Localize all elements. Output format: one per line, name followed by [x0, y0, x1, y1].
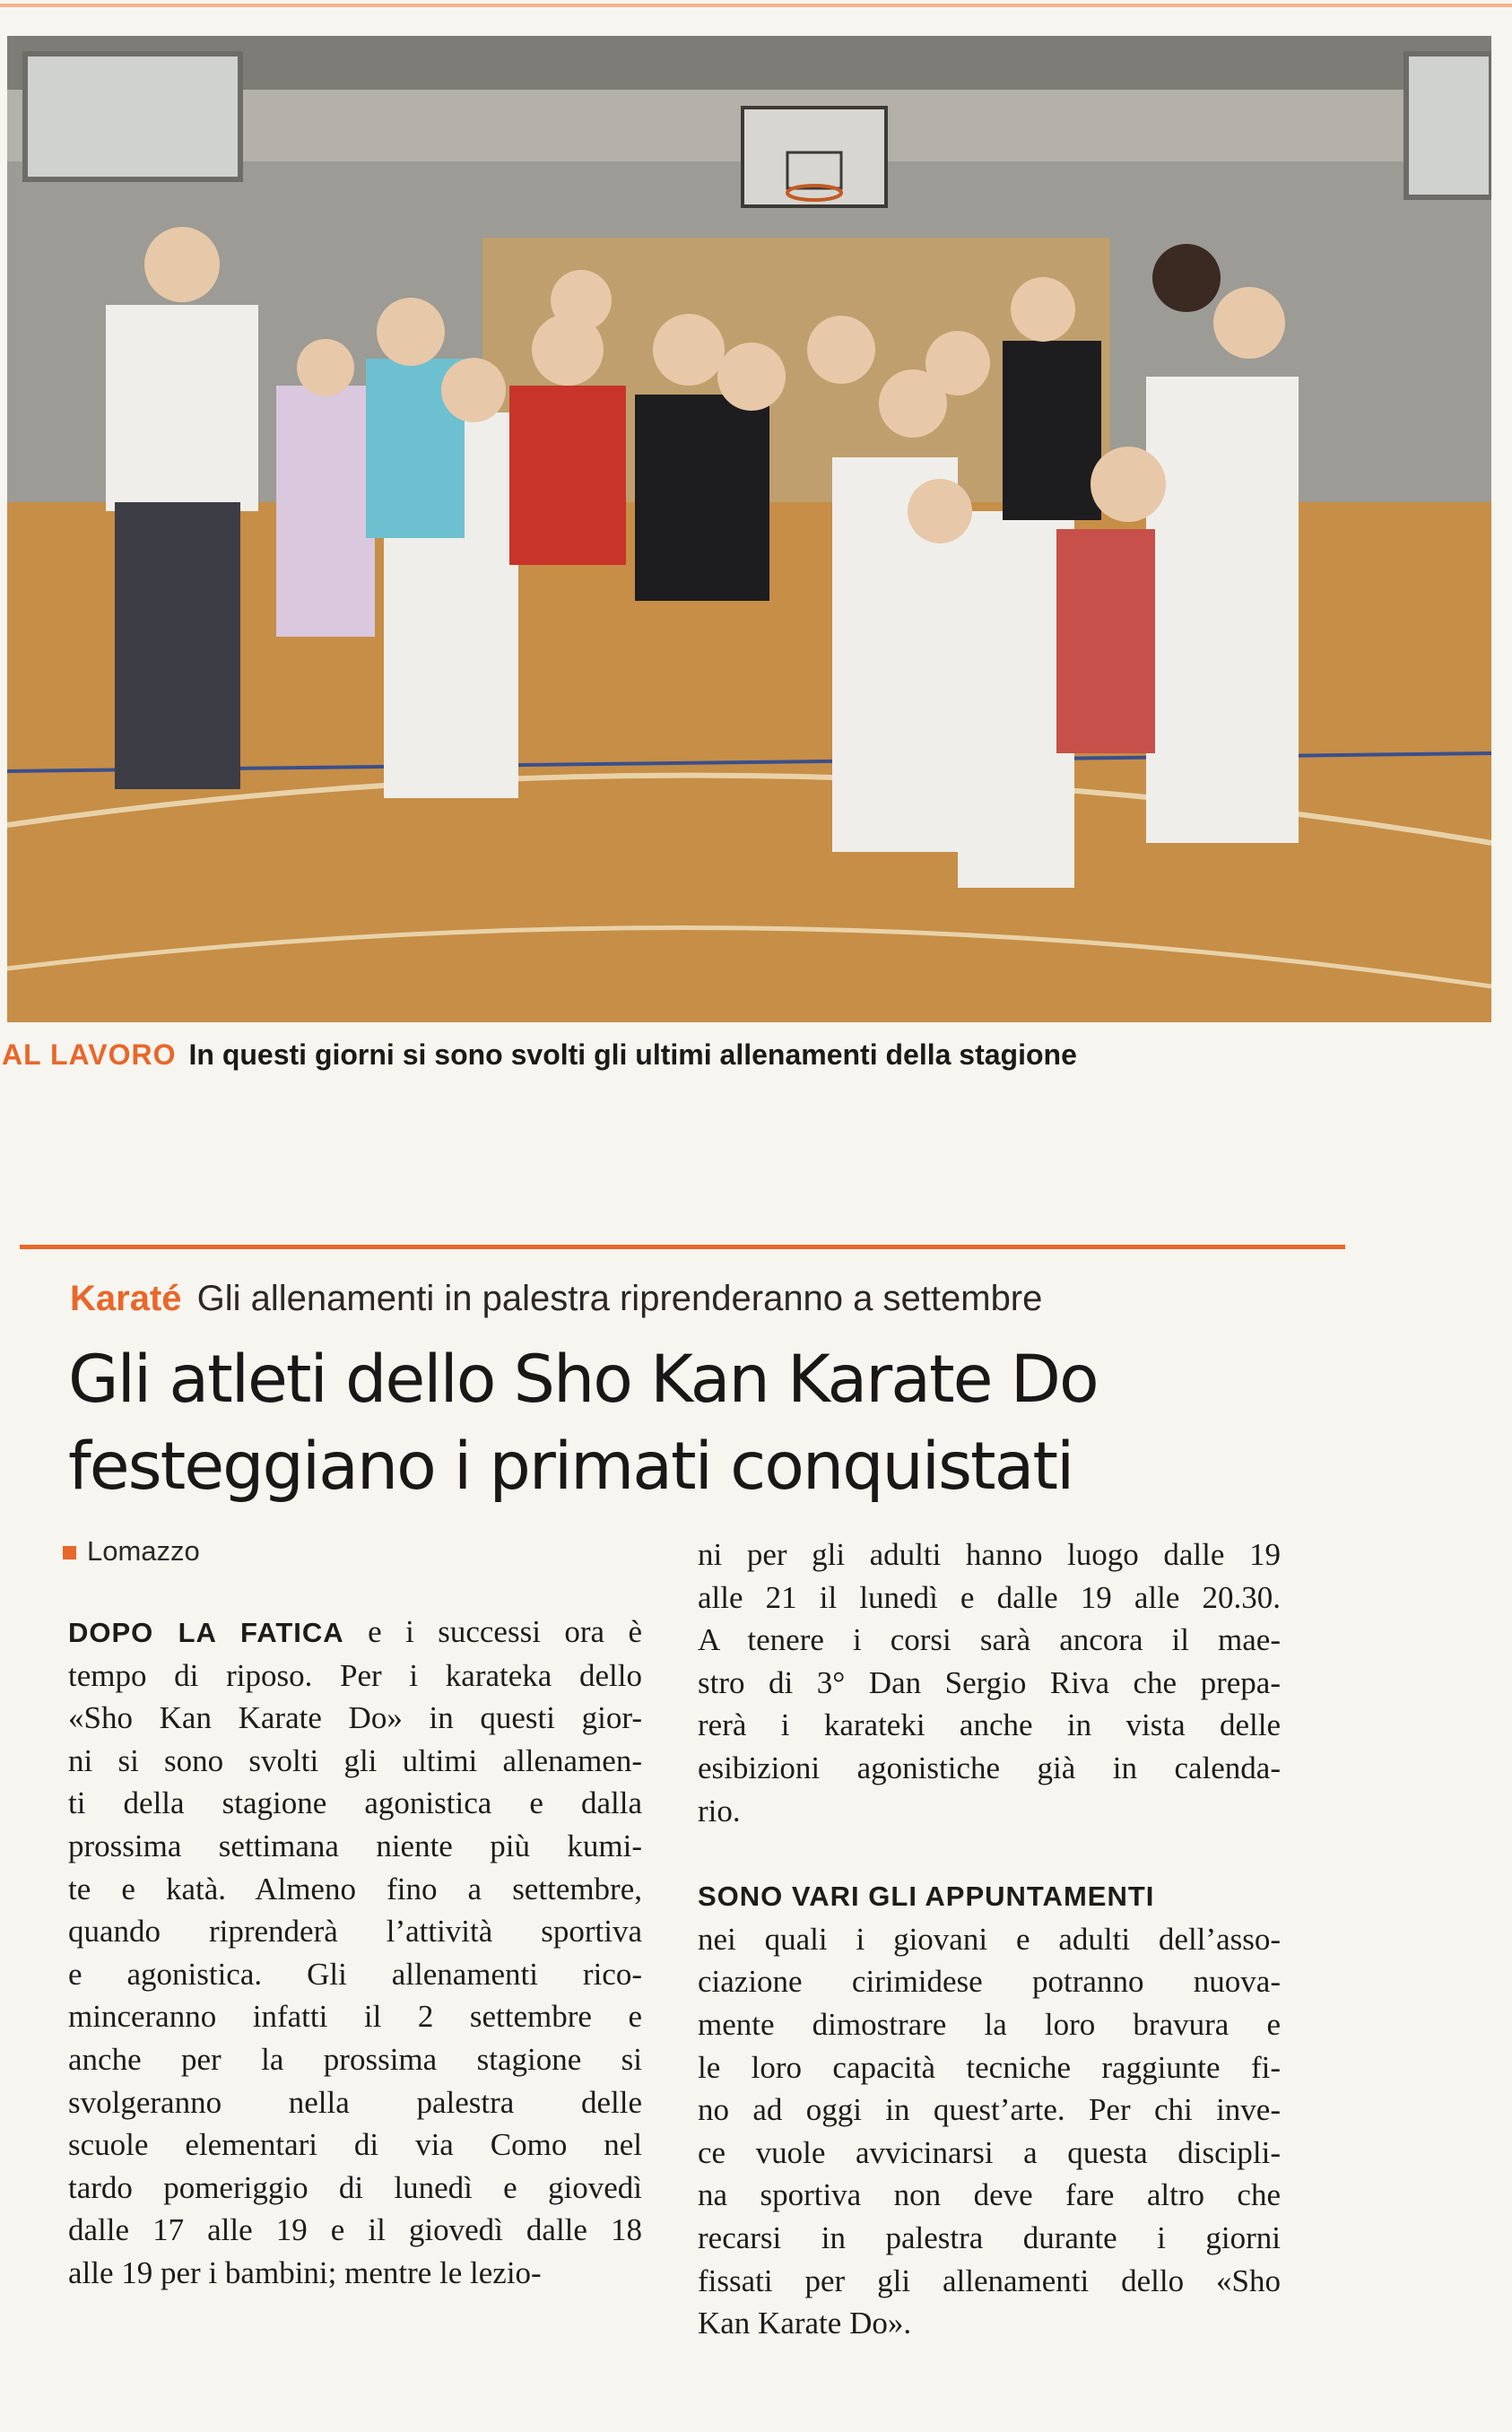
text-line	[68, 1782, 642, 1825]
dateline-square-icon	[63, 1546, 76, 1559]
line-text: alle 21 il lunedì e dalle 19 alle 20.30.	[698, 1579, 1281, 1615]
photo-caption	[0, 1038, 1512, 1083]
text-line	[698, 1662, 1281, 1705]
text-line	[68, 2081, 642, 2124]
text-line	[68, 1655, 642, 1698]
line-text: te e katà. Almeno fino a settembre,	[68, 1871, 642, 1907]
article-rule	[20, 1245, 1345, 1249]
top-rule	[0, 4, 1512, 7]
line-text: «Sho Kan Karate Do» in questi gior-	[68, 1700, 642, 1736]
caption-tag: AL LAVORO	[2, 1038, 177, 1071]
paragraph-lead: DOPO LA FATICA	[68, 1617, 344, 1648]
dateline-text: Lomazzo	[87, 1535, 200, 1567]
line-text: A tenere i corsi sarà ancora il mae-	[698, 1622, 1281, 1658]
text-line	[698, 2302, 1281, 2345]
text-line	[68, 1697, 642, 1740]
line-text: scuole elementari di via Como nel	[68, 2127, 642, 2163]
text-line	[698, 2174, 1281, 2217]
article-kicker	[70, 1279, 1042, 1319]
line-text: no ad oggi in quest’arte. Per chi inve-	[698, 2092, 1281, 2128]
text-line	[698, 1619, 1281, 1662]
text-line	[68, 2124, 642, 2167]
text-line	[68, 1953, 642, 1996]
line-text: ni per gli adulti hanno luogo dalle 19	[698, 1537, 1281, 1572]
line-text: tardo pomeriggio di lunedì e giovedì	[68, 2169, 642, 2205]
dateline	[63, 1535, 200, 1568]
text-line	[68, 2167, 642, 2210]
line-text: na sportiva non deve fare altro che	[698, 2177, 1281, 2213]
line-text: Kan Karate Do».	[698, 2306, 912, 2341]
group-photo	[7, 36, 1491, 1022]
kicker-text: Gli allenamenti in palestra riprenderanno a settembre	[196, 1279, 1043, 1318]
column-2-part-2	[698, 1874, 1281, 2345]
paragraph-gap	[698, 1832, 1281, 1874]
text-line	[68, 1995, 642, 2038]
text-line	[68, 2209, 642, 2252]
text-line	[698, 1960, 1281, 2003]
line-text: e i successi ora è	[343, 1614, 642, 1649]
line-text: mente dimostrare la loro bravura e	[698, 2006, 1281, 2042]
line-text: prossima settimana niente più kumi-	[68, 1828, 642, 1863]
text-line	[68, 1611, 642, 1655]
paragraph-lead: SONO VARI GLI APPUNTAMENTI	[698, 1880, 1155, 1913]
line-text: svolgeranno nella palestra delle	[68, 2084, 642, 2120]
line-text: ciazione cirimidese potranno nuova-	[698, 1964, 1281, 2000]
text-line	[698, 1747, 1281, 1790]
caption-text: In questi giorni si sono svolti gli ultimi allenamenti della stagione	[188, 1038, 1077, 1071]
line-text: quando riprenderà l’attività sportiva	[68, 1914, 642, 1950]
text-line	[698, 1704, 1281, 1747]
text-line	[698, 2003, 1281, 2046]
text-line	[698, 1790, 1281, 1833]
line-text: stro di 3° Dan Sergio Riva che prepa-	[698, 1664, 1281, 1700]
group-photo-icon	[7, 36, 1491, 1022]
text-line	[698, 1918, 1281, 1961]
text-line	[698, 2046, 1281, 2089]
line-text: le loro capacità tecniche raggiunte fi-	[698, 2049, 1281, 2085]
line-text: e agonistica. Gli allenamenti rico-	[68, 1956, 642, 1992]
text-line	[68, 1740, 642, 1783]
line-text: rio.	[698, 1793, 741, 1828]
headline-line-2: festeggiano i primati conquistati	[68, 1429, 1073, 1505]
line-text: anche per la prossima stagione si	[68, 2041, 642, 2077]
line-text: rerà i karateki anche in vista delle	[698, 1707, 1281, 1743]
text-line	[68, 2038, 642, 2081]
headline-line-1: Gli atleti dello Sho Kan Karate Do	[68, 1342, 1098, 1418]
text-line	[68, 1825, 642, 1868]
line-text: tempo di riposo. Per i karateka dello	[68, 1657, 642, 1693]
text-line	[698, 1576, 1281, 1620]
text-line	[68, 2252, 642, 2295]
text-line	[698, 1874, 1281, 1918]
text-line	[698, 2132, 1281, 2175]
line-text: fissati per gli allenamenti dello «Sho	[698, 2263, 1281, 2298]
line-text: dalle 17 alle 19 e il giovedì dalle 18	[68, 2212, 642, 2248]
line-text: recarsi in palestra durante i giorni	[698, 2219, 1281, 2255]
line-text: ce vuole avvicinarsi a questa discipli-	[698, 2134, 1281, 2170]
line-text: ti della stagione agonistica e dalla	[68, 1785, 642, 1821]
text-line	[698, 2260, 1281, 2303]
column-2-part-1	[698, 1533, 1281, 1832]
article-column-1	[68, 1611, 642, 2295]
article-headline	[68, 1336, 1369, 1510]
line-text: minceranno infatti il 2 settembre e	[68, 1999, 642, 2035]
line-text: alle 19 per i bambini; mentre le lezio-	[68, 2254, 542, 2290]
text-line	[698, 2217, 1281, 2260]
text-line	[68, 1910, 642, 1953]
text-line	[698, 1533, 1281, 1576]
line-text: esibizioni agonistiche già in calenda-	[698, 1750, 1281, 1785]
kicker-category: Karaté	[70, 1279, 182, 1318]
line-text: nei quali i giovani e adulti dell’asso-	[698, 1921, 1281, 1957]
line-text: ni si sono svolti gli ultimi allenamen-	[68, 1742, 642, 1778]
article-column-2	[698, 1533, 1281, 2345]
text-line	[698, 2089, 1281, 2132]
text-line	[68, 1868, 642, 1911]
